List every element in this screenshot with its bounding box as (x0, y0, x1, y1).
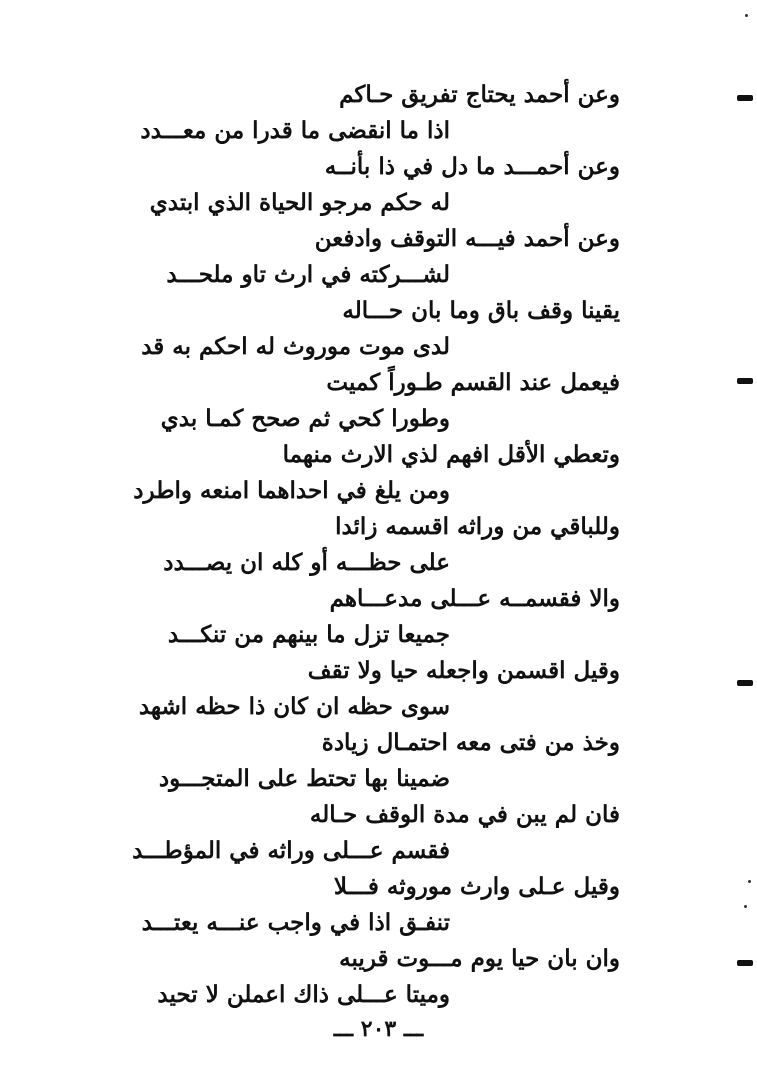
verse (120, 438, 620, 510)
verse-first-hemistich: وقيل عـلى وارث موروثه فـــلا (333, 873, 620, 900)
verse (120, 798, 620, 870)
verse-first-hemistich: وعن أحمد فيـــه التوقف وادفعن (314, 225, 620, 252)
margin-mark (737, 378, 753, 384)
margin-mark (737, 960, 753, 966)
verse (120, 942, 620, 1014)
verse-second-hemistich: لشـــركته في ارث تاو ملحـــد (166, 261, 450, 288)
verse-second-hemistich: ومن يلغ في احداهما امنعه واطرد (133, 477, 450, 504)
scan-speck (744, 905, 747, 908)
verse (120, 78, 620, 150)
verse-second-hemistich: لدى موت موروث له احكم به قد (141, 333, 450, 360)
poem-body (120, 78, 620, 1014)
verse (120, 726, 620, 798)
verse-second-hemistich: وطورا كحي ثم صحح كمـا بدي (160, 405, 450, 432)
verse-second-hemistich: على حظـــه أو كله ان يصـــدد (163, 549, 450, 576)
verse-first-hemistich: فيعمل عند القسم طـوراً كميت (326, 369, 620, 396)
verse (120, 222, 620, 294)
page-number: ـــ ٢٠٣ ـــ (333, 1016, 424, 1042)
verse-first-hemistich: وللباقي من وراثه اقسمه زائدا (335, 513, 620, 540)
verse (120, 870, 620, 942)
verse-first-hemistich: والا فقسمــه عـــلى مدعـــاهم (329, 585, 620, 612)
verse (120, 294, 620, 366)
verse-second-hemistich: جميعا تزل ما بينهم من تنكـــد (167, 621, 450, 648)
scan-speck (745, 14, 748, 17)
verse-first-hemistich: وقيل اقسمن واجعله حيا ولا تقف (307, 657, 620, 684)
verse-first-hemistich: وعن أحمـــد ما دل في ذا بأنــه (324, 153, 620, 180)
verse (120, 366, 620, 438)
verse-first-hemistich: وعن أحمد يحتاج تفريق حـاكم (339, 81, 620, 108)
verse-second-hemistich: سوى حظه ان كان ذا حظه اشهد (138, 693, 450, 720)
verse (120, 654, 620, 726)
verse (120, 150, 620, 222)
margin-mark (737, 680, 753, 686)
verse (120, 510, 620, 582)
verse-second-hemistich: وميتا عـــلى ذاك اعملن لا تحيد (157, 981, 450, 1008)
verse-first-hemistich: وان بان حيا يوم مـــوت قريبه (339, 945, 620, 972)
scan-speck (748, 880, 751, 883)
verse-second-hemistich: اذا ما انقضى ما قدرا من معـــدد (140, 117, 450, 144)
margin-mark (737, 95, 753, 101)
verse-first-hemistich: يقينا وقف باق وما بان حـــاله (342, 297, 620, 324)
verse-first-hemistich: وتعطي الأقل افهم لذي الارث منهما (282, 441, 620, 468)
verse-second-hemistich: تنفـق اذا في واجب عنـــه يعتـــد (141, 909, 450, 936)
verse-second-hemistich: فقسم عـــلى وراثه في المؤطـــد (132, 837, 450, 864)
verse-second-hemistich: ضمينا بها تحتط على المتجـــود (158, 765, 450, 792)
verse-first-hemistich: فان لم يبن في مدة الوقف حـاله (309, 801, 620, 828)
verse (120, 582, 620, 654)
verse-first-hemistich: وخذ من فتى معه احتمـال زيادة (321, 729, 620, 756)
verse-second-hemistich: له حكم مرجو الحياة الذي ابتدي (149, 189, 450, 216)
